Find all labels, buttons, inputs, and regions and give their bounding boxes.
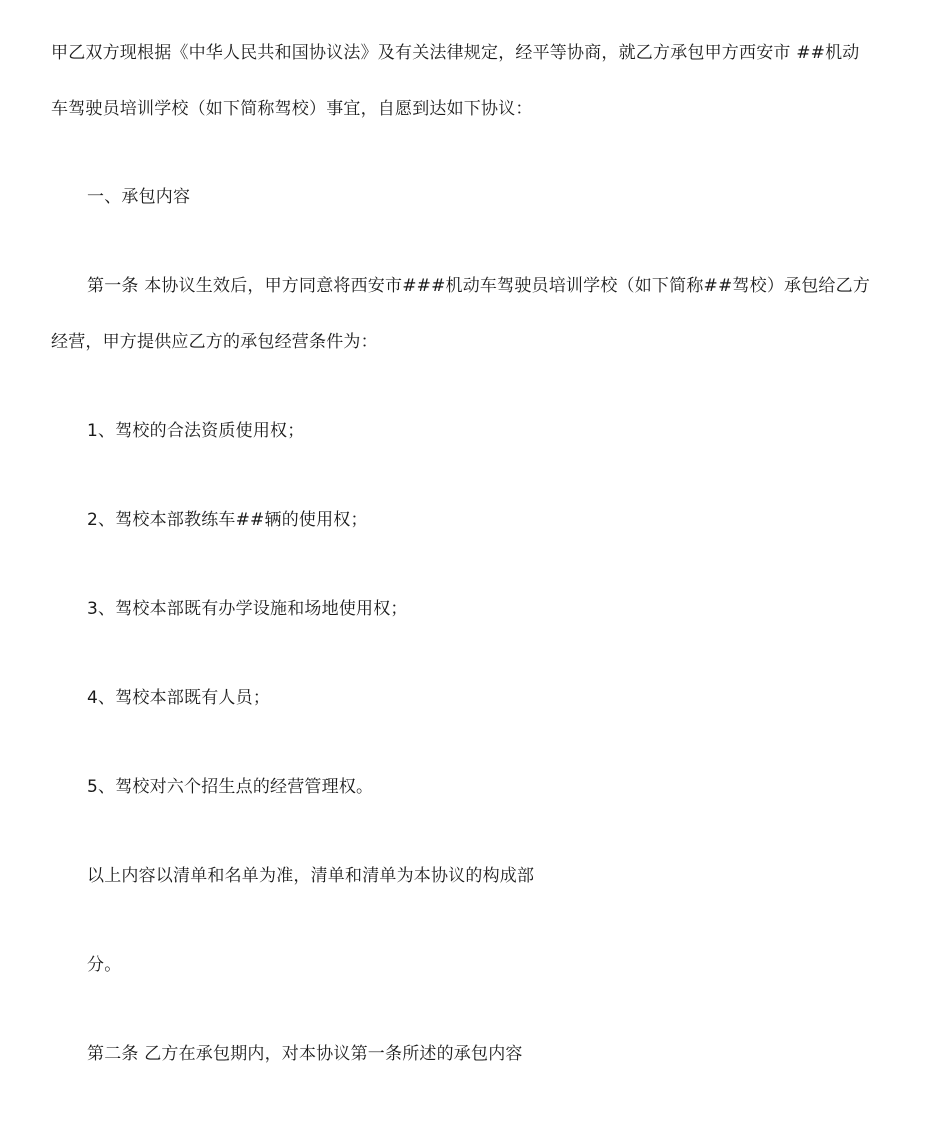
list-item-2: 2、驾校本部教练车##辆的使用权； <box>87 510 368 530</box>
note-paragraph-line-1: 以上内容以清单和名单为准，清单和清单为本协议的构成部 <box>87 866 535 886</box>
intro-paragraph-line-1: 甲乙双方现根据《中华人民共和国协议法》及有关法律规定，经平等协商，就乙方承包甲方西安市 ##机动 <box>51 43 860 63</box>
article-2-line-1: 第二条 乙方在承包期内，对本协议第一条所述的承包内容 <box>87 1044 523 1064</box>
list-item-4: 4、驾校本部既有人员； <box>87 688 271 708</box>
article-1-line-1: 第一条 本协议生效后，甲方同意将西安市###机动车驾驶员培训学校（如下简称##驾校）承包给乙方 <box>87 276 871 296</box>
section-heading-contract-content: 一、承包内容 <box>87 187 191 207</box>
list-item-5: 5、驾校对六个招生点的经营管理权。 <box>87 777 374 797</box>
note-paragraph-line-2: 分。 <box>87 955 122 975</box>
list-item-3: 3、驾校本部既有办学设施和场地使用权； <box>87 599 408 619</box>
article-1-line-2: 经营，甲方提供应乙方的承包经营条件为： <box>51 332 378 352</box>
list-item-1: 1、驾校的合法资质使用权； <box>87 421 305 441</box>
intro-paragraph-line-2: 车驾驶员培训学校（如下简称驾校）事宜，自愿到达如下协议： <box>51 99 533 119</box>
